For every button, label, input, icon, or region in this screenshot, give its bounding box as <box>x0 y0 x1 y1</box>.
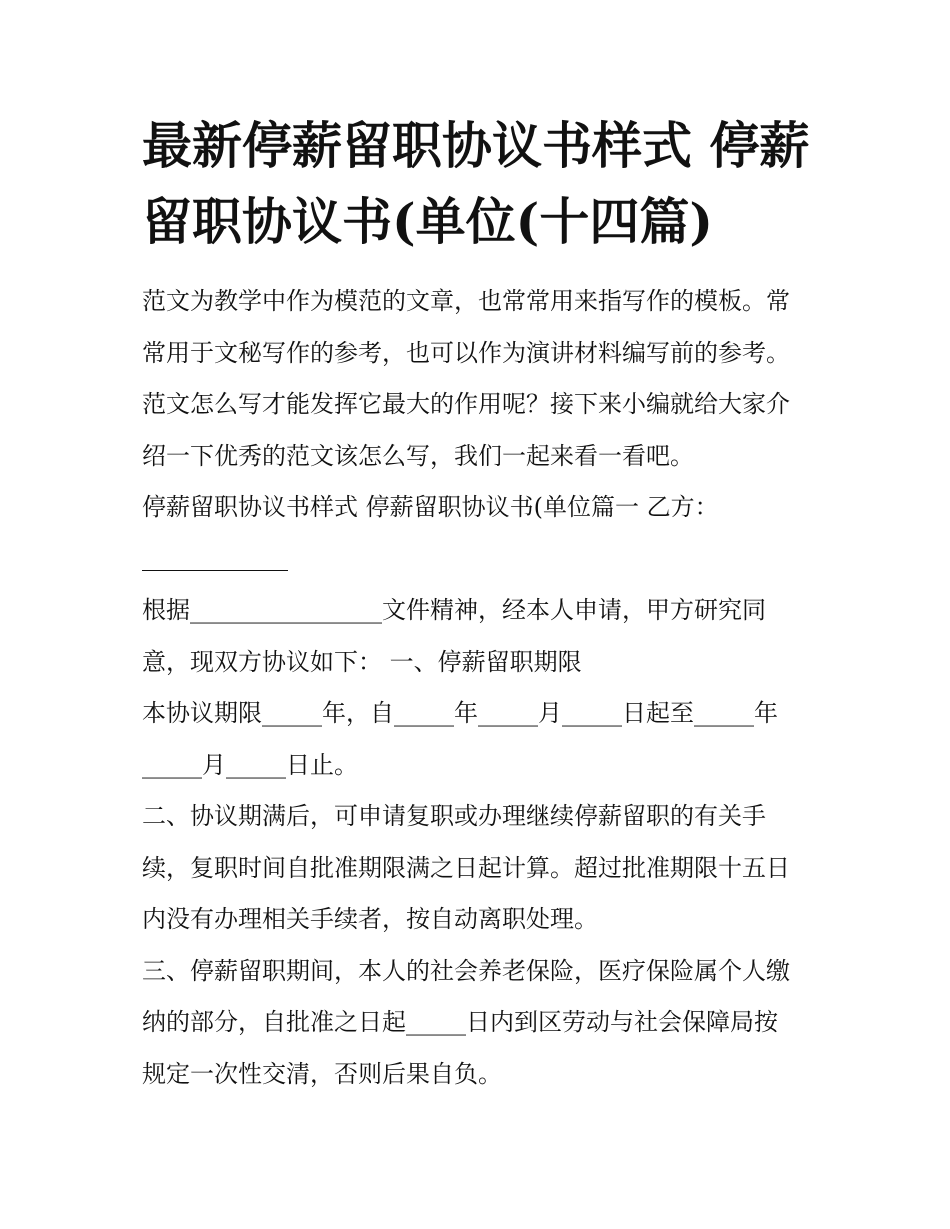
clause-3-line: 规定一次性交清，否则后果自负。 <box>142 1059 502 1088</box>
party-b-blank <box>142 534 288 586</box>
basis-paragraph <box>142 585 822 688</box>
clause-3-paragraph <box>142 946 822 1101</box>
clause-2-line: 续，复职时间自批准期限满之日起计算。超过批准期限十五日 <box>142 853 790 882</box>
section-heading <box>142 482 822 585</box>
intro-line: 绍一下优秀的范文该怎么写，我们一起来看一看吧。 <box>142 441 694 470</box>
clause-2-line: 内没有办理相关手续者，按自动离职处理。 <box>142 905 598 933</box>
term-paragraph <box>142 688 822 791</box>
clause-3-line: 纳的部分，自批准之日起_____日内到区劳动与社会保障局按 <box>142 1008 778 1036</box>
intro-paragraph <box>142 276 822 482</box>
clause-2-line: 二、协议期满后，可申请复职或办理继续停薪留职的有关手 <box>142 802 766 830</box>
clause-2-paragraph <box>142 791 822 946</box>
basis-line: 意，现双方协议如下： 一、停薪留职期限 <box>142 647 582 676</box>
section-heading-text: 停薪留职协议书样式 停薪留职协议书(单位篇一 乙方： <box>142 493 719 521</box>
document-body <box>142 276 822 1100</box>
intro-line: 范文怎么写才能发挥它最大的作用呢？接下来小编就给大家介 <box>142 390 790 418</box>
intro-line: 常用于文秘写作的参考，也可以作为演讲材料编写前的参考。 <box>142 338 790 367</box>
clause-3-line: 三、停薪留职期间，本人的社会养老保险，医疗保险属个人缴 <box>142 956 790 985</box>
term-line: 本协议期限_____年，自_____年_____月_____日起至_____年 <box>142 699 778 727</box>
basis-line: 根据________________文件精神，经本人申请，甲方研究同 <box>142 596 766 624</box>
document-title: 最新停薪留职协议书样式 停薪留职协议书(单位(十四篇) <box>142 116 810 251</box>
intro-line: 范文为教学中作为模范的文章，也常常用来指写作的模板。常 <box>142 287 790 315</box>
term-line: _____月_____日止。 <box>142 750 358 779</box>
